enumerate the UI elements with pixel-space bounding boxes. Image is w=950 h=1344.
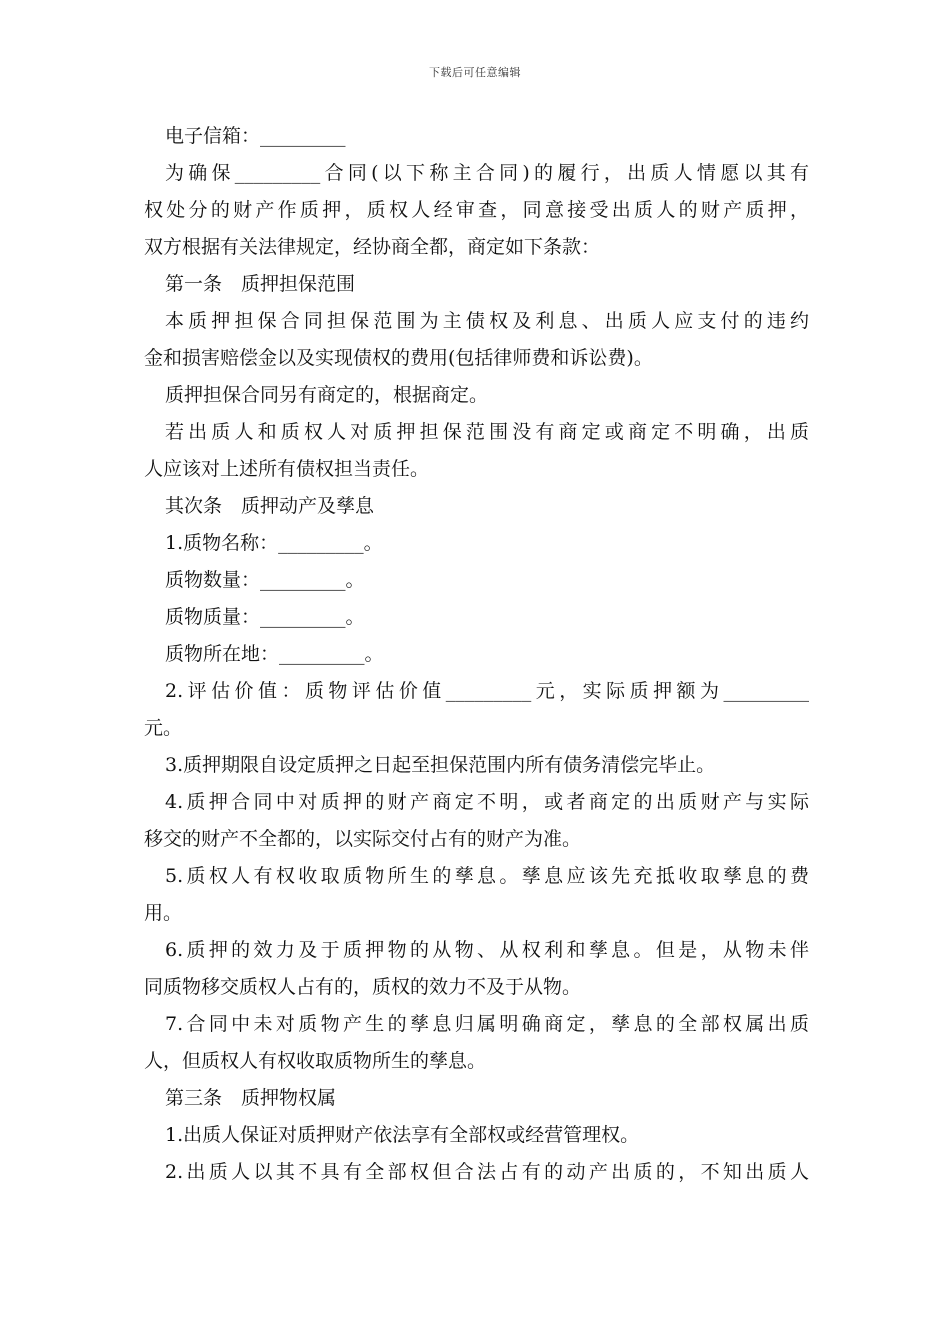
document-body <box>144 118 809 1191</box>
text-line: 3.质押期限自设定质押之日起至担保范围内所有债务清偿完毕止。 <box>165 754 716 776</box>
text-line: 5.质权人有权收取质物所生的孳息。孳息应该先充抵收取孳息的费 <box>165 865 809 887</box>
text-line: 人，但质权人有权收取质物所生的孳息。 <box>144 1050 487 1072</box>
text-line: 1.出质人保证对质押财产依法享有全部权或经营管理权。 <box>165 1124 640 1146</box>
text-line: 4.质押合同中对质押的财产商定不明，或者商定的出质财产与实际 <box>165 791 809 813</box>
text-line: 本质押担保合同担保范围为主债权及利息、出质人应支付的违约 <box>165 310 809 332</box>
text-line: 质物数量：_________。 <box>165 569 365 591</box>
page-header-note: 下载后可任意编辑 <box>429 66 521 79</box>
text-line: 元。 <box>144 717 183 739</box>
text-line: 2.评估价值：质物评估价值_________元，实际质押额为_________ <box>165 680 809 702</box>
text-line: 质押担保合同另有商定的，根据商定。 <box>165 384 489 406</box>
text-line: 电子信箱：_________ <box>165 125 346 147</box>
text-line: 人应该对上述所有债权担当责任。 <box>144 458 430 480</box>
text-line: 同质物移交质权人占有的，质权的效力不及于从物。 <box>144 976 582 998</box>
text-line: 移交的财产不全都的，以实际交付占有的财产为准。 <box>144 828 582 850</box>
text-line: 其次条 质押动产及孳息 <box>165 495 375 517</box>
text-line: 第一条 质押担保范围 <box>165 273 356 295</box>
text-line: 质物质量：_________。 <box>165 606 365 628</box>
text-line: 为确保_________合同(以下称主合同)的履行，出质人情愿以其有 <box>165 162 809 184</box>
text-line: 若出质人和质权人对质押担保范围没有商定或商定不明确，出质 <box>165 421 809 443</box>
text-line: 金和损害赔偿金以及实现债权的费用(包括律师费和诉讼费)。 <box>144 347 653 369</box>
text-line: 6.质押的效力及于质押物的从物、从权利和孳息。但是，从物未伴 <box>165 939 809 961</box>
text-line: 权处分的财产作质押，质权人经审查，同意接受出质人的财产质押， <box>144 199 809 221</box>
text-line: 质物所在地：_________。 <box>165 643 384 665</box>
text-line: 1.质物名称：_________。 <box>165 532 383 554</box>
text-line: 第三条 质押物权属 <box>165 1087 337 1109</box>
text-line: 2.出质人以其不具有全部权但合法占有的动产出质的，不知出质人 <box>165 1161 809 1183</box>
text-line: 用。 <box>144 902 183 924</box>
text-line: 7.合同中未对质物产生的孳息归属明确商定，孳息的全部权属出质 <box>165 1013 809 1035</box>
text-line: 双方根据有关法律规定，经协商全都，商定如下条款： <box>144 236 601 258</box>
